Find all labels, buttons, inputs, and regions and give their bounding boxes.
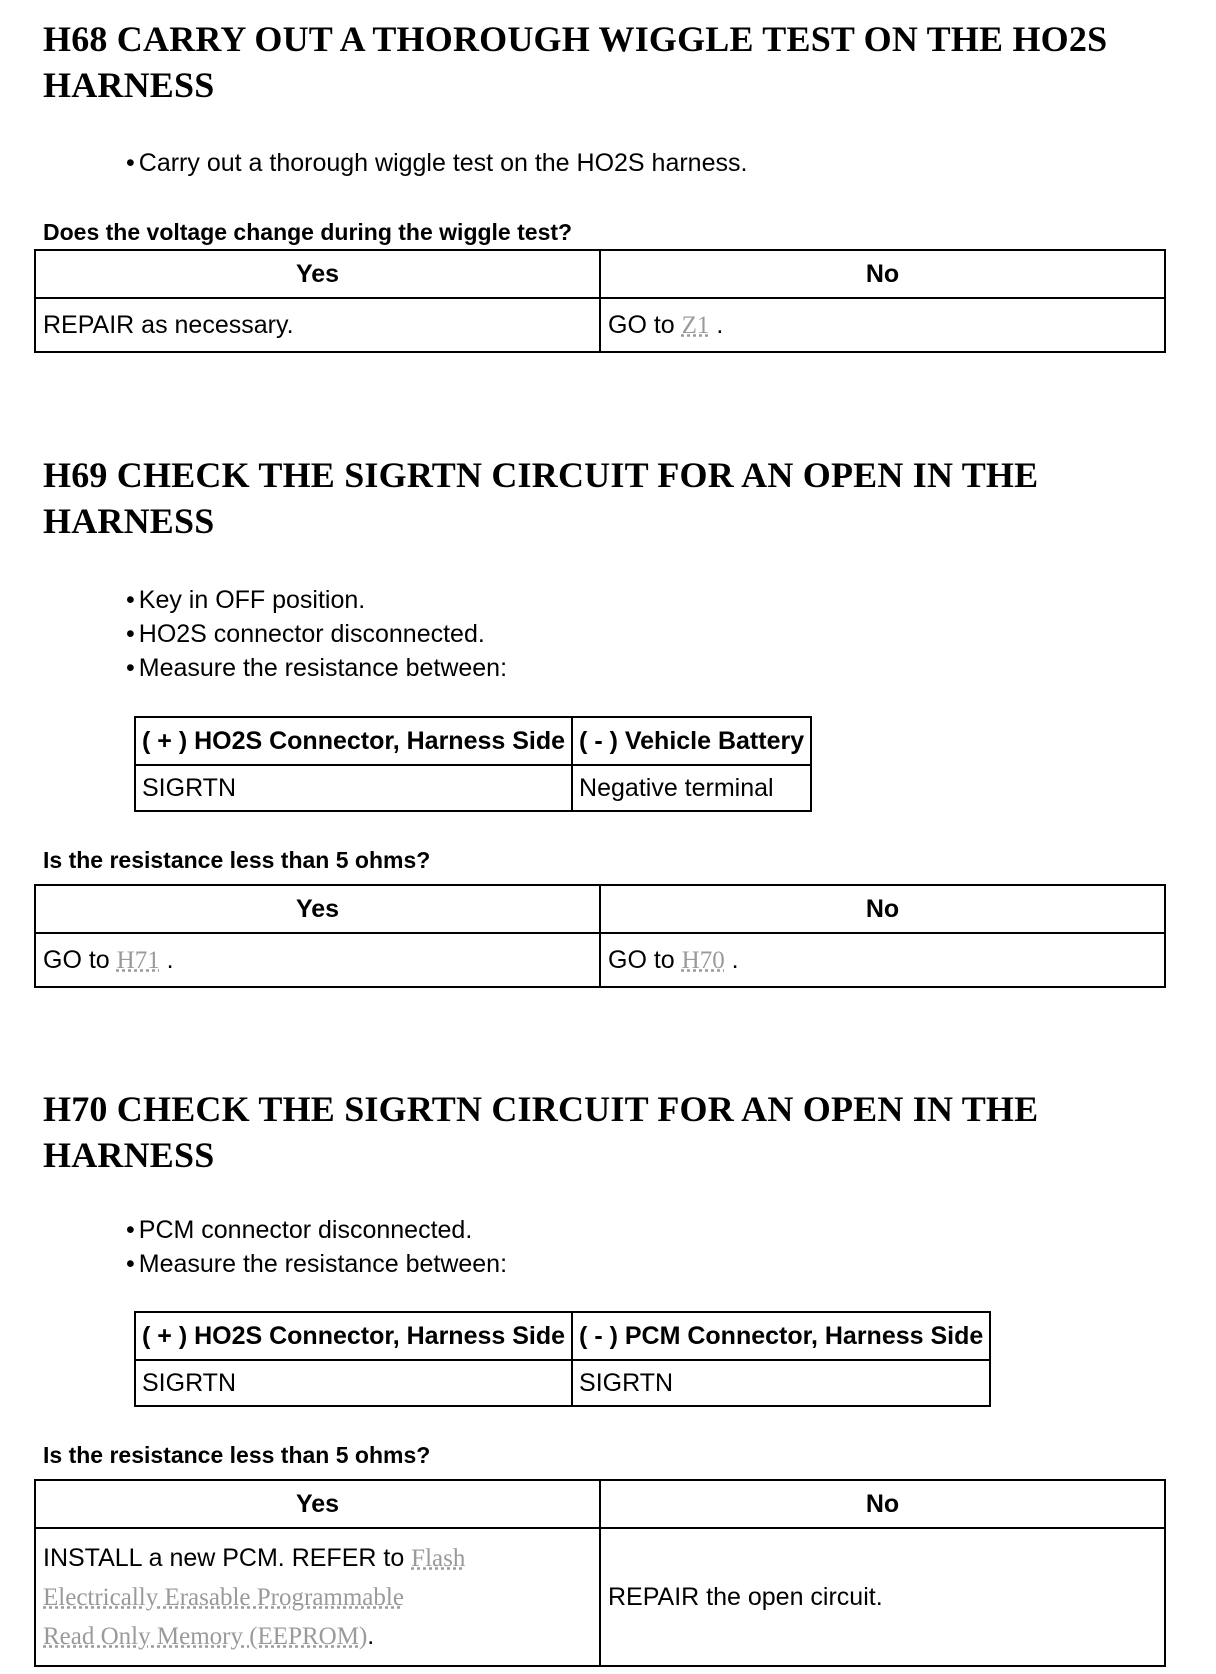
answer-table-h68	[34, 249, 1166, 353]
measurement-row	[135, 1360, 990, 1406]
measurement-row	[135, 765, 811, 811]
negative-lead-header: ( - ) PCM Connector, Harness Side	[572, 1312, 990, 1360]
answer-row	[35, 1528, 1165, 1666]
step-item: • Key in OFF position.	[126, 583, 507, 617]
steps-list-h70	[126, 1213, 507, 1281]
yes-answer	[35, 933, 600, 987]
link-text[interactable]: Read Only Memory (EEPROM)	[43, 1622, 368, 1650]
answer-header-row	[35, 885, 1165, 933]
measurement-header-row	[135, 1312, 990, 1360]
section-heading-h69	[43, 452, 1038, 544]
section-heading-h70	[43, 1086, 1038, 1178]
answer-text: GO to	[608, 945, 682, 974]
step-item: • Measure the resistance between:	[126, 1247, 507, 1281]
heading-line: HARNESS	[43, 1135, 215, 1175]
heading-line: H69 CHECK THE SIGRTN CIRCUIT FOR AN OPEN IN THE	[43, 455, 1039, 495]
no-answer: REPAIR the open circuit.	[600, 1528, 1165, 1666]
no-answer	[600, 933, 1165, 987]
yes-header: Yes	[35, 250, 600, 298]
answer-text: .	[367, 1621, 375, 1650]
positive-lead-header: ( + ) HO2S Connector, Harness Side	[135, 1312, 572, 1360]
steps-list-h69	[126, 583, 507, 685]
yes-header: Yes	[35, 1480, 600, 1528]
link-z1[interactable]: Z1	[681, 311, 710, 339]
answer-text: .	[724, 945, 739, 974]
heading-line: H68 CARRY OUT A THOROUGH WIGGLE TEST ON THE HO2S	[43, 19, 1108, 59]
step-item: • Measure the resistance between:	[126, 651, 507, 685]
step-item: • HO2S connector disconnected.	[126, 617, 507, 651]
answer-text: .	[159, 945, 174, 974]
step-item: • PCM connector disconnected.	[126, 1213, 507, 1247]
heading-line: HARNESS	[43, 65, 215, 105]
positive-lead-value: SIGRTN	[135, 765, 572, 811]
link-text[interactable]: Electrically Erasable Programmable	[43, 1583, 404, 1611]
no-answer	[600, 298, 1165, 352]
step-item: • Carry out a thorough wiggle test on the HO2S harness.	[126, 146, 747, 180]
section-heading-h68	[43, 16, 1107, 108]
link-text[interactable]: Flash	[411, 1544, 466, 1572]
no-header: No	[600, 250, 1165, 298]
yes-header: Yes	[35, 885, 600, 933]
answer-text: INSTALL a new PCM. REFER to	[43, 1543, 412, 1572]
heading-line: H70 CHECK THE SIGRTN CIRCUIT FOR AN OPEN IN THE	[43, 1089, 1039, 1129]
yes-answer: REPAIR as necessary.	[35, 298, 600, 352]
positive-lead-header: ( + ) HO2S Connector, Harness Side	[135, 717, 572, 765]
answer-table-h70	[34, 1479, 1166, 1667]
no-header: No	[600, 1480, 1165, 1528]
link-h71[interactable]: H71	[116, 946, 160, 974]
negative-lead-value: SIGRTN	[572, 1360, 990, 1406]
measurement-table-h70	[134, 1311, 991, 1407]
answer-header-row	[35, 250, 1165, 298]
question-h69: Is the resistance less than 5 ohms?	[43, 847, 431, 873]
answer-text: .	[709, 310, 724, 339]
answer-header-row	[35, 1480, 1165, 1528]
yes-answer	[35, 1528, 600, 1666]
heading-line: HARNESS	[43, 501, 215, 541]
answer-table-h69	[34, 884, 1166, 988]
answer-text: GO to	[43, 945, 117, 974]
steps-list-h68	[126, 146, 747, 180]
positive-lead-value: SIGRTN	[135, 1360, 572, 1406]
link-h70[interactable]: H70	[681, 946, 725, 974]
negative-lead-value: Negative terminal	[572, 765, 811, 811]
measurement-header-row	[135, 717, 811, 765]
question-h70: Is the resistance less than 5 ohms?	[43, 1442, 431, 1468]
measurement-table-h69	[134, 716, 812, 812]
answer-text: GO to	[608, 310, 682, 339]
answer-row	[35, 933, 1165, 987]
answer-row	[35, 298, 1165, 352]
no-header: No	[600, 885, 1165, 933]
question-h68: Does the voltage change during the wiggle test?	[43, 219, 573, 245]
negative-lead-header: ( - ) Vehicle Battery	[572, 717, 811, 765]
